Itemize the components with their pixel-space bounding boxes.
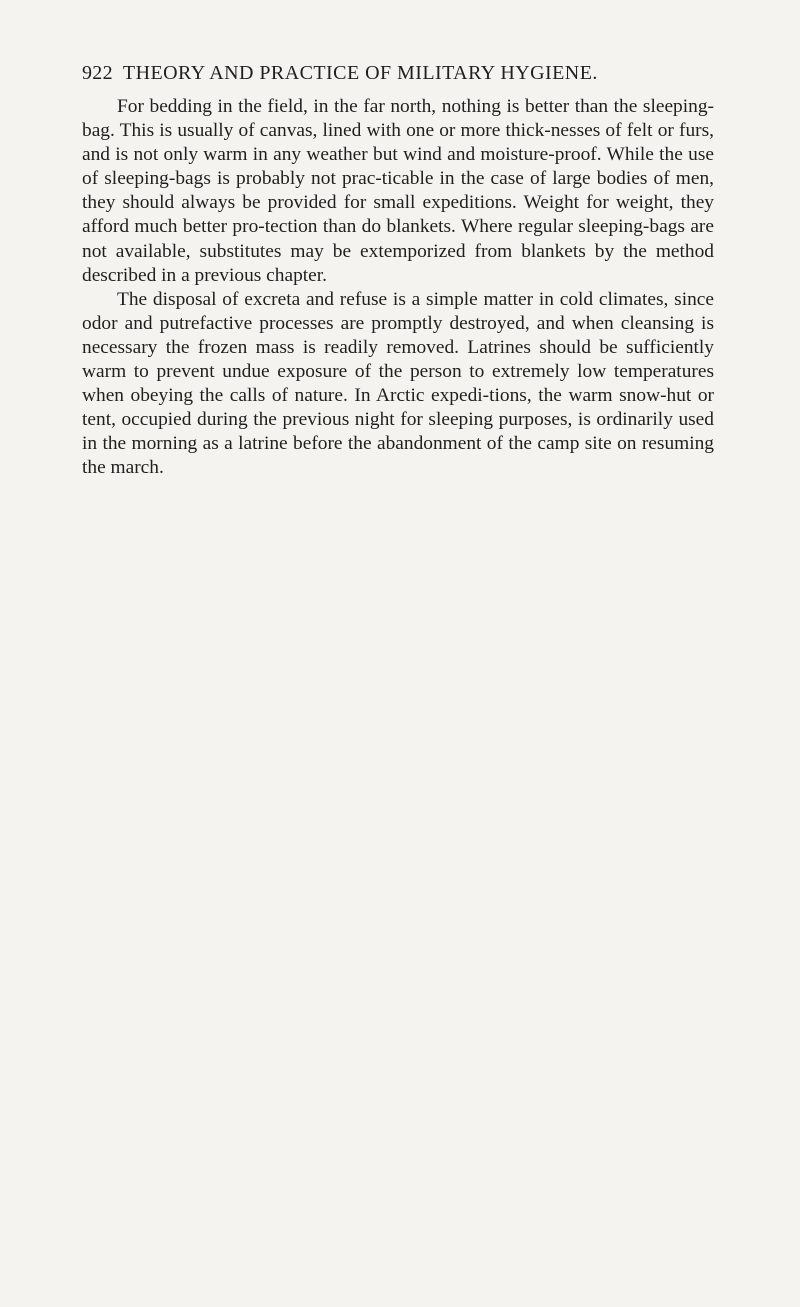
body-text (82, 95, 714, 481)
running-title: THEORY AND PRACTICE OF MILITARY HYGIENE. (122, 62, 598, 84)
document-page (82, 62, 714, 481)
page-number: 922 (82, 62, 113, 84)
paragraph-excreta-disposal: The disposal of excreta and refuse is a simple matter in cold climates, since odor and putrefactive processes are promptly destroyed, and when cleansing is necessary the frozen mass is readily removed. Latrines should be sufficiently warm to prevent undue exposure of the person to extremely low temperatures when obeying the calls of nature. In Arctic expedi-tions, the warm snow-hut or tent, occupied during the previous night for sleeping purposes, is ordinarily used in the morning as a latrine before the abandonment of the camp site on resuming the march. (82, 288, 714, 479)
running-head (82, 62, 714, 85)
paragraph-sleeping-bags: For bedding in the field, in the far north, nothing is better than the sleeping-bag. This is usually of canvas, lined with one or more thick-nesses of felt or furs, and is not only warm in any weather but wind and moisture-proof. While the use of sleeping-bags is probably not prac-ticable in the case of large bodies of men, they should always be provided for small expeditions. Weight for weight, they afford much better pro-tection than do blankets. Where regular sleeping-bags are not available, substitutes may be extemporized from blankets by the method described in a previous chapter. (82, 96, 714, 286)
